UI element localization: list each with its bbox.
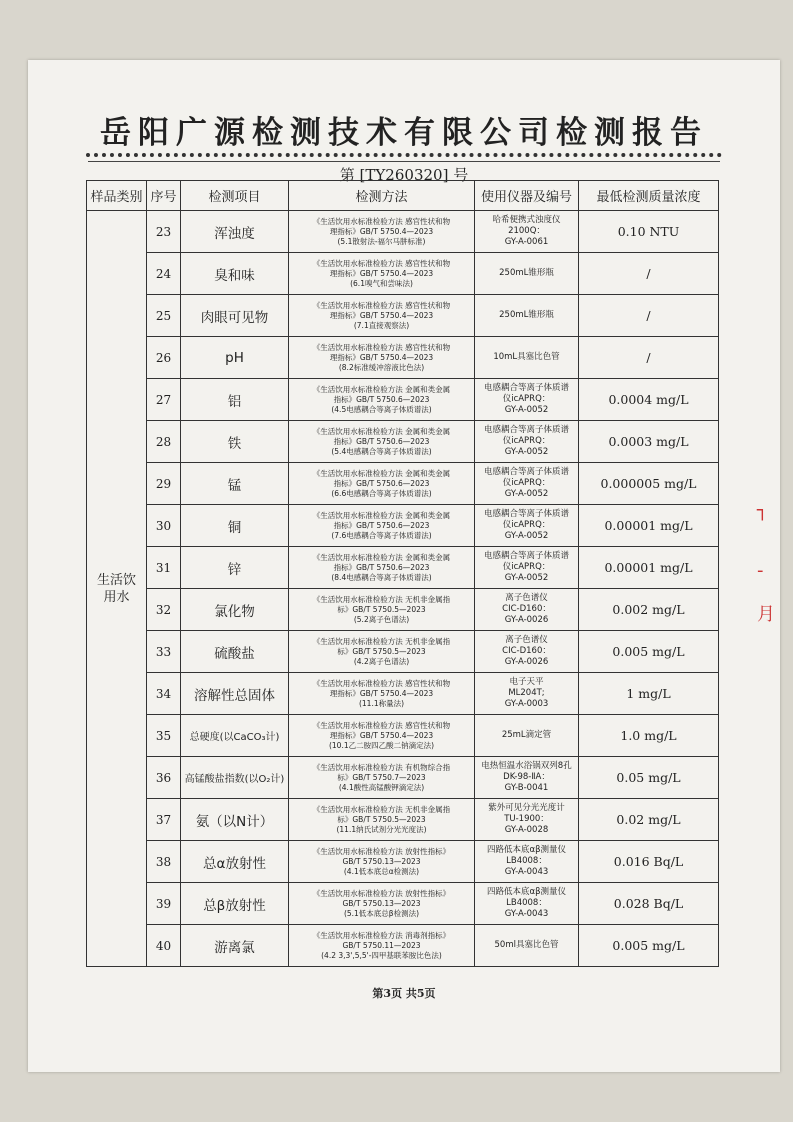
instrument-line: CIC-D160：	[502, 604, 551, 614]
instrument-line: GY-A-0043	[504, 909, 549, 919]
row-number: 37	[147, 799, 181, 841]
instrument	[475, 589, 579, 631]
test-item: 铜	[181, 505, 289, 547]
sample-category: 生活饮用水	[87, 211, 147, 967]
instrument-line: 仪icAPRQ：	[502, 562, 551, 572]
method-line: (6.1嗅气和尝味法)	[350, 278, 413, 288]
row-number: 29	[147, 463, 181, 505]
table-row	[87, 589, 719, 631]
method-line: 理指标》GB/T 5750.4—2023	[329, 268, 434, 278]
instrument-line: 电热恒温水浴锅双列8孔	[481, 761, 572, 771]
row-number: 35	[147, 715, 181, 757]
test-item: 氨（以N计）	[181, 799, 289, 841]
instrument-line: 电感耦合等离子体质谱	[483, 467, 569, 477]
row-number: 23	[147, 211, 181, 253]
row-number: 25	[147, 295, 181, 337]
method-line: 《生活饮用水标准检验方法 金属和类金属	[312, 552, 451, 562]
report-title: 岳阳广源检测技术有限公司检测报告	[100, 115, 708, 151]
test-method	[289, 505, 475, 547]
instrument-line: ML204T;	[508, 688, 545, 698]
method-line: GB/T 5750.13—2023	[342, 856, 421, 866]
test-method	[289, 211, 475, 253]
instrument	[475, 841, 579, 883]
instrument-line: CIC-D160：	[502, 646, 551, 656]
method-line: 标》GB/T 5750.5—2023	[337, 814, 426, 824]
method-line: 理指标》GB/T 5750.4—2023	[329, 310, 434, 320]
method-line: 理指标》GB/T 5750.4—2023	[329, 226, 434, 236]
detection-limit: 0.10 NTU	[579, 211, 719, 253]
method-line: 《生活饮用水标准检验方法 有机物综合指	[312, 762, 451, 772]
row-number: 31	[147, 547, 181, 589]
row-number: 24	[147, 253, 181, 295]
instrument-line: GY-A-0052	[504, 447, 549, 457]
instrument-line: GY-A-0061	[504, 237, 549, 247]
test-method	[289, 379, 475, 421]
test-method	[289, 295, 475, 337]
method-line: 《生活饮用水标准检验方法 无机非金属指	[312, 804, 451, 814]
detection-limit: 0.0004 mg/L	[579, 379, 719, 421]
instrument	[475, 253, 579, 295]
instrument-line: 电子天平	[509, 677, 544, 687]
test-method	[289, 673, 475, 715]
table-row	[87, 841, 719, 883]
instrument-line: 哈希便携式浊度仪	[492, 215, 561, 225]
method-line: (6.6电感耦合等离子体质谱法)	[331, 488, 432, 498]
test-method	[289, 883, 475, 925]
table-row	[87, 799, 719, 841]
instrument-line: 仪icAPRQ：	[502, 394, 551, 404]
test-method	[289, 337, 475, 379]
test-method	[289, 421, 475, 463]
row-number: 39	[147, 883, 181, 925]
instrument-line: 仪icAPRQ：	[502, 436, 551, 446]
row-number: 32	[147, 589, 181, 631]
test-method	[289, 841, 475, 883]
test-method	[289, 631, 475, 673]
instrument-line: 250mL锥形瓶	[499, 268, 554, 278]
test-item: 总α放射性	[181, 841, 289, 883]
instrument-line: 仪icAPRQ：	[502, 520, 551, 530]
row-number: 30	[147, 505, 181, 547]
method-line: 理指标》GB/T 5750.4—2023	[329, 688, 434, 698]
method-line: 指标》GB/T 5750.6—2023	[333, 394, 430, 404]
instrument-line: GY-A-0052	[504, 531, 549, 541]
table-row	[87, 631, 719, 673]
method-line: (11.1纳氏试剂分光光度法)	[336, 824, 427, 834]
method-line: 《生活饮用水标准检验方法 感官性状和物	[312, 678, 451, 688]
detection-limit: /	[579, 253, 719, 295]
test-item: 肉眼可见物	[181, 295, 289, 337]
row-number: 34	[147, 673, 181, 715]
method-line: (5.4电感耦合等离子体质谱法)	[331, 446, 432, 456]
instrument	[475, 463, 579, 505]
instrument-line: 10mL具塞比色管	[493, 352, 560, 362]
test-item: 臭和味	[181, 253, 289, 295]
instrument	[475, 631, 579, 673]
detection-limit: 0.002 mg/L	[579, 589, 719, 631]
instrument-line: GY-B-0041	[504, 783, 549, 793]
method-line: 《生活饮用水标准检验方法 金属和类金属	[312, 510, 451, 520]
table-row	[87, 421, 719, 463]
method-line: 指标》GB/T 5750.6—2023	[333, 436, 430, 446]
instrument	[475, 673, 579, 715]
instrument-line: 250mL锥形瓶	[499, 310, 554, 320]
test-method	[289, 463, 475, 505]
table-header-row	[87, 181, 719, 211]
method-line: (8.4电感耦合等离子体质谱法)	[331, 572, 432, 582]
row-number: 27	[147, 379, 181, 421]
col-header-instrument: 使用仪器及编号	[475, 181, 579, 211]
method-line: 《生活饮用水标准检验方法 金属和类金属	[312, 426, 451, 436]
method-line: (11.1称量法)	[358, 698, 405, 708]
detection-limit: /	[579, 295, 719, 337]
instrument-line: 离子色谱仪	[505, 635, 548, 645]
instrument	[475, 295, 579, 337]
table-row	[87, 925, 719, 967]
detection-limit: 0.000005 mg/L	[579, 463, 719, 505]
method-line: 《生活饮用水标准检验方法 消毒剂指标》	[312, 930, 451, 940]
instrument-line: LB4008：	[506, 898, 547, 908]
method-line: (7.1直接观察法)	[353, 320, 410, 330]
col-header-item: 检测项目	[181, 181, 289, 211]
instrument-line: 紫外可见分光光度计	[488, 803, 565, 813]
table-row	[87, 295, 719, 337]
instrument-line: TU-1900：	[504, 814, 549, 824]
detection-limit: 1.0 mg/L	[579, 715, 719, 757]
method-line: (5.2离子色谱法)	[353, 614, 410, 624]
instrument-line: 25mL滴定管	[501, 730, 552, 740]
title-divider-dotted	[86, 153, 722, 157]
method-line: 《生活饮用水标准检验方法 感官性状和物	[312, 342, 451, 352]
method-line: 指标》GB/T 5750.6—2023	[333, 520, 430, 530]
instrument-line: 电感耦合等离子体质谱	[483, 551, 569, 561]
method-line: 标》GB/T 5750.7—2023	[337, 772, 426, 782]
instrument-line: GY-A-0052	[504, 405, 549, 415]
instrument-line: GY-A-0026	[504, 615, 549, 625]
table-row	[87, 547, 719, 589]
table-row	[87, 253, 719, 295]
detection-limit: 0.02 mg/L	[579, 799, 719, 841]
instrument	[475, 421, 579, 463]
method-line: 《生活饮用水标准检验方法 感官性状和物	[312, 720, 451, 730]
instrument-line: 电感耦合等离子体质谱	[483, 425, 569, 435]
test-item: 溶解性总固体	[181, 673, 289, 715]
detection-limit: 0.0003 mg/L	[579, 421, 719, 463]
col-header-category: 样品类别	[87, 181, 147, 211]
instrument-line: 仪icAPRQ：	[502, 478, 551, 488]
col-header-method: 检测方法	[289, 181, 475, 211]
instrument-line: 电感耦合等离子体质谱	[483, 509, 569, 519]
row-number: 28	[147, 421, 181, 463]
instrument-line: 电感耦合等离子体质谱	[483, 383, 569, 393]
instrument-line: GY-A-0052	[504, 573, 549, 583]
instrument-line: 四路低本底αβ测量仪	[486, 845, 567, 855]
stamp-fragment: 月	[757, 604, 775, 625]
table-row	[87, 337, 719, 379]
test-method	[289, 547, 475, 589]
row-number: 38	[147, 841, 181, 883]
instrument-line: GY-A-0028	[504, 825, 549, 835]
instrument-line: 离子色谱仪	[505, 593, 548, 603]
method-line: 指标》GB/T 5750.6—2023	[333, 562, 430, 572]
detection-limit: /	[579, 337, 719, 379]
stamp-fragment: -	[757, 560, 764, 581]
method-line: 理指标》GB/T 5750.4—2023	[329, 352, 434, 362]
detection-limit: 1 mg/L	[579, 673, 719, 715]
test-item: 总硬度(以CaCO₃计)	[181, 715, 289, 757]
method-line: (7.6电感耦合等离子体质谱法)	[331, 530, 432, 540]
test-method	[289, 715, 475, 757]
instrument	[475, 799, 579, 841]
table-row	[87, 673, 719, 715]
method-line: (4.5电感耦合等离子体质谱法)	[331, 404, 432, 414]
detection-limit: 0.00001 mg/L	[579, 547, 719, 589]
method-line: (4.2 3,3',5,5'-四甲基联苯胺比色法)	[321, 950, 442, 960]
detection-limit: 0.05 mg/L	[579, 757, 719, 799]
test-item: 浑浊度	[181, 211, 289, 253]
detection-limit: 0.016 Bq/L	[579, 841, 719, 883]
test-items-table	[86, 180, 719, 967]
instrument-line: GY-A-0026	[504, 657, 549, 667]
test-item: 锰	[181, 463, 289, 505]
method-line: 标》GB/T 5750.5—2023	[337, 604, 426, 614]
instrument-line: 2100Q：	[508, 226, 545, 236]
method-line: (4.1酸性高锰酸钾滴定法)	[338, 782, 425, 792]
instrument	[475, 715, 579, 757]
table-row	[87, 463, 719, 505]
test-item: 铁	[181, 421, 289, 463]
instrument	[475, 505, 579, 547]
instrument	[475, 925, 579, 967]
method-line: (5.1低本底总β检测法)	[343, 908, 420, 918]
instrument-line: 四路低本底αβ测量仪	[486, 887, 567, 897]
detection-limit: 0.00001 mg/L	[579, 505, 719, 547]
stamp-fragment: ┐	[757, 500, 768, 521]
table-row	[87, 211, 719, 253]
instrument	[475, 547, 579, 589]
instrument	[475, 379, 579, 421]
instrument	[475, 883, 579, 925]
method-line: 《生活饮用水标准检验方法 放射性指标》	[312, 888, 451, 898]
page-number: 第3页 共5页	[372, 987, 436, 1000]
table-row	[87, 379, 719, 421]
detection-limit: 0.005 mg/L	[579, 925, 719, 967]
method-line: (4.2离子色谱法)	[353, 656, 410, 666]
method-line: 《生活饮用水标准检验方法 感官性状和物	[312, 216, 451, 226]
method-line: (10.1乙二胺四乙酸二钠滴定法)	[328, 740, 435, 750]
method-line: 《生活饮用水标准检验方法 感官性状和物	[312, 258, 451, 268]
instrument	[475, 337, 579, 379]
method-line: 理指标》GB/T 5750.4—2023	[329, 730, 434, 740]
method-line: (8.2标准缓冲溶液比色法)	[338, 362, 425, 372]
test-method	[289, 589, 475, 631]
test-item: 总β放射性	[181, 883, 289, 925]
instrument-line: DK-98-ⅡA：	[503, 772, 550, 782]
method-line: (5.1散射法-福尔马肼标准)	[337, 236, 426, 246]
method-line: 指标》GB/T 5750.6—2023	[333, 478, 430, 488]
instrument-line: 50ml具塞比色管	[494, 940, 559, 950]
method-line: 《生活饮用水标准检验方法 无机非金属指	[312, 636, 451, 646]
test-item: 氯化物	[181, 589, 289, 631]
test-method	[289, 253, 475, 295]
method-line: 标》GB/T 5750.5—2023	[337, 646, 426, 656]
method-line: 《生活饮用水标准检验方法 感官性状和物	[312, 300, 451, 310]
method-line: GB/T 5750.11—2023	[342, 940, 421, 950]
instrument-line: LB4008：	[506, 856, 547, 866]
method-line: 《生活饮用水标准检验方法 无机非金属指	[312, 594, 451, 604]
instrument-line: GY-A-0052	[504, 489, 549, 499]
test-item: pH	[181, 337, 289, 379]
test-method	[289, 757, 475, 799]
instrument-line: GY-A-0003	[504, 699, 549, 709]
col-header-limit: 最低检测质量浓度	[579, 181, 719, 211]
test-method	[289, 799, 475, 841]
test-item: 硫酸盐	[181, 631, 289, 673]
table-row	[87, 505, 719, 547]
test-item: 铝	[181, 379, 289, 421]
table-row	[87, 715, 719, 757]
test-item: 锌	[181, 547, 289, 589]
row-number: 26	[147, 337, 181, 379]
detection-limit: 0.028 Bq/L	[579, 883, 719, 925]
table-row	[87, 757, 719, 799]
instrument	[475, 757, 579, 799]
test-item: 游离氯	[181, 925, 289, 967]
method-line: 《生活饮用水标准检验方法 放射性指标》	[312, 846, 451, 856]
method-line: 《生活饮用水标准检验方法 金属和类金属	[312, 384, 451, 394]
method-line: (4.1低本底总α检测法)	[343, 866, 420, 876]
test-item: 高锰酸盐指数(以O₂计)	[181, 757, 289, 799]
table-row	[87, 883, 719, 925]
method-line: 《生活饮用水标准检验方法 金属和类金属	[312, 468, 451, 478]
row-number: 33	[147, 631, 181, 673]
report-page	[28, 60, 780, 1072]
instrument	[475, 211, 579, 253]
report-number: 第 [TY260320] 号	[339, 166, 469, 184]
title-divider-line	[88, 161, 720, 162]
instrument-line: GY-A-0043	[504, 867, 549, 877]
method-line: GB/T 5750.13—2023	[342, 898, 421, 908]
row-number: 40	[147, 925, 181, 967]
test-method	[289, 925, 475, 967]
detection-limit: 0.005 mg/L	[579, 631, 719, 673]
col-header-no: 序号	[147, 181, 181, 211]
row-number: 36	[147, 757, 181, 799]
